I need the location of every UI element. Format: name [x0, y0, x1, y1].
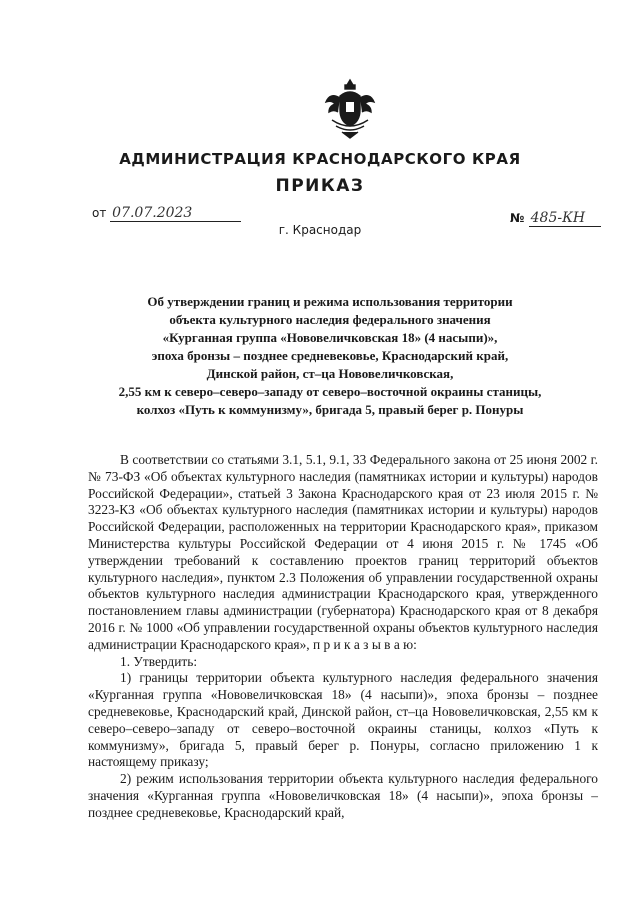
- body-paragraph: В соответствии со статьями 3.1, 5.1, 9.1, 33 Федерального закона от 25 июня 2002 г. № 73-ФЗ «Об объектах культурного наследия (памятниках истории и культуры) народов Российской Федерации», статьей 3 Закона Краснодарского края от 23 июля 2015 г. № 3223-КЗ «Об объектах культурного наследия (памятниках истории и культуры) народов Российской Федерации, расположенных на территории Краснодарского края», приказом Министерства культуры Российской Федерации от 4 июня 2015 г. № 1745 «Об утверждении требований к составлению проектов границ территорий объектов культурного наследия», пунктом 2.3 Положения об управлении государственной охраны объектов культурного наследия администрации Краснодарского края, утвержденного постановлением главы администрации (губернатора) Краснодарского края от 8 декабря 2016 г. № 1000 «Об управлении государственной охраны объектов культурного наследия администрации Краснодарского края», п р и к а з ы в а ю:: [88, 452, 598, 652]
- subject-line: колхоз «Путь к коммунизму», бригада 5, правый берег р. Понуры: [136, 402, 524, 417]
- city-label: г. Краснодар: [278, 223, 362, 237]
- organization-name: АДМИНИСТРАЦИЯ КРАСНОДАРСКОГО КРАЯ: [119, 150, 521, 168]
- date-prefix: от: [92, 206, 107, 220]
- date-field: [92, 205, 241, 222]
- date-value: 07.07.2023: [110, 205, 241, 222]
- body-paragraph: 2) режим использования территории объекта культурного наследия федерального значения «Курганная группа «Нововеличковская 18» (4 насыпи)», эпоха бронзы – позднее средневековье, Краснодарский край,: [88, 771, 598, 820]
- subject-line: Динской район, ст–ца Нововеличковская,: [206, 366, 454, 381]
- number-prefix: №: [510, 211, 525, 225]
- coat-of-arms-emblem: [322, 76, 378, 142]
- subject-line: 2,55 км к северо–северо–западу от северо–восточной окраины станицы,: [118, 384, 542, 399]
- body-paragraph: 1. Утвердить:: [120, 653, 198, 669]
- subject-line: эпоха бронзы – позднее средневековье, Краснодарский край,: [151, 348, 509, 363]
- document-type-title: ПРИКАЗ: [275, 176, 365, 196]
- body-paragraph: 1) границы территории объекта культурного наследия федерального значения «Курганная группа «Нововеличковская 18» (4 насыпи)», эпоха бронзы – позднее средневековье, Краснодарский край, Динской район, ст–ца Нововеличковская, 2,55 км к северо–северо–западу от северо–восточной окраины станицы, колхоз «Путь к коммунизму», бригада 5, правый берег р. Понуры, согласно приложению 1 к настоящему приказу;: [88, 670, 598, 770]
- subject-line: объекта культурного наследия федерального значения: [169, 312, 491, 327]
- document-subject: [60, 293, 600, 419]
- number-value: 485-КН: [529, 210, 601, 227]
- subject-line: Об утверждении границ и режима использования территории: [147, 294, 513, 309]
- subject-line: «Курганная группа «Нововеличковская 18» (4 насыпи)»,: [162, 330, 498, 345]
- document-body: [88, 452, 598, 822]
